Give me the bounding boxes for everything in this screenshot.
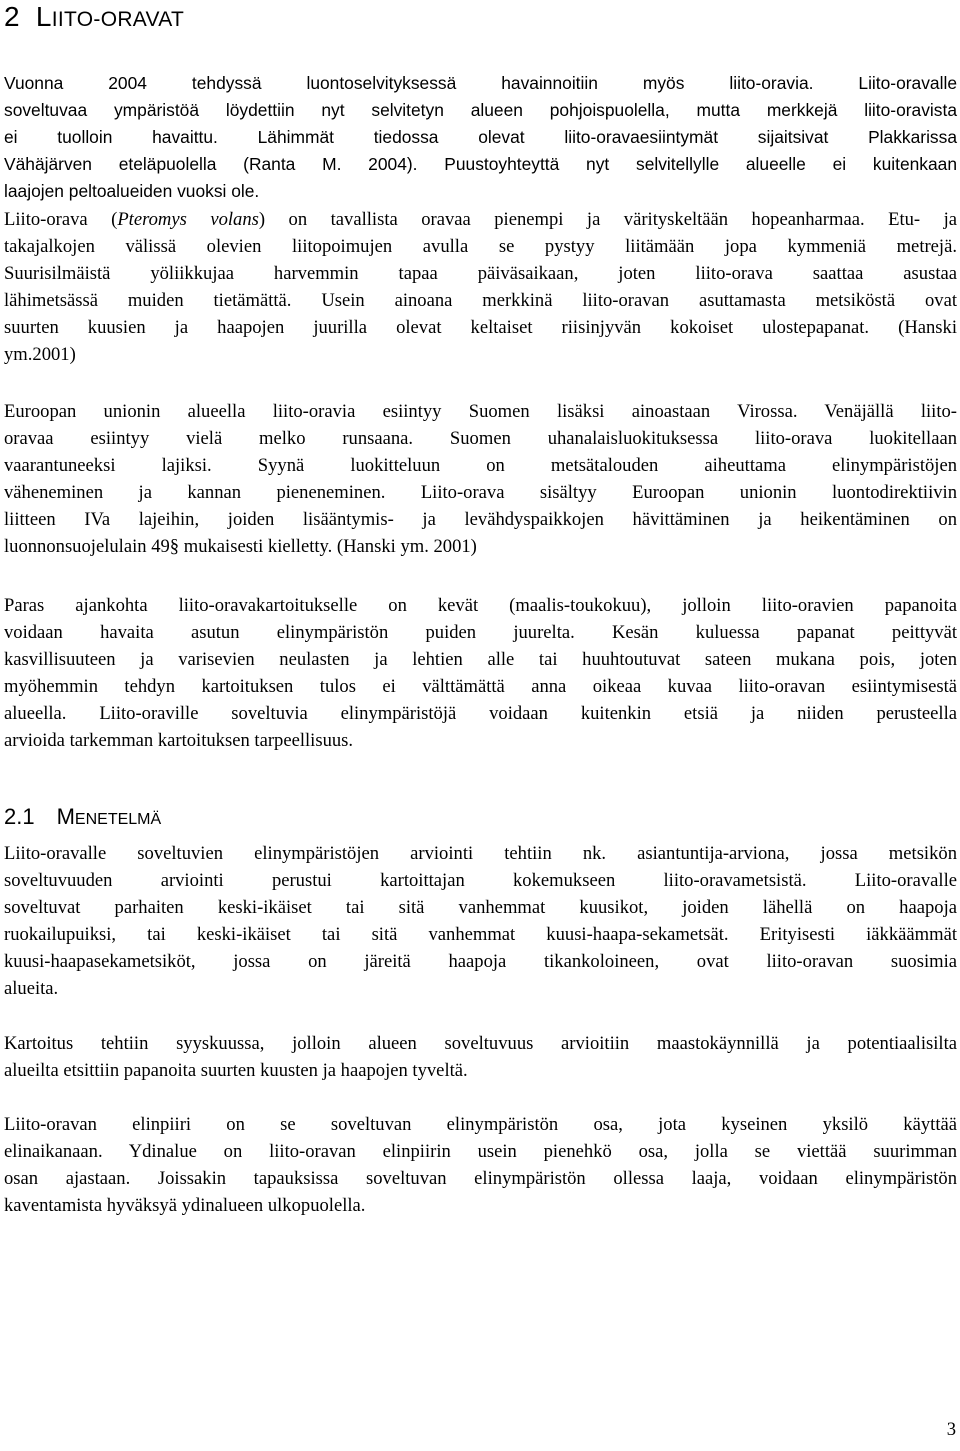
- paragraph-line: Kartoitus tehtiin syyskuussa, jolloin alueen soveltuvuus arvioitiin maastokäynnillä ja potentiaalisilta: [4, 1033, 957, 1054]
- paragraph-line: Vähäjärven eteläpuolella (Ranta M. 2004). Puustoyhteyttä nyt selvitellylle alueelle ei kuitenkaan: [4, 154, 957, 175]
- subsection-title-rest: ENETELMÄ: [74, 811, 162, 828]
- paragraph-line: alueella. Liito-oraville soveltuvia elinympäristöjä voidaan kuitenkin etsiä ja niiden perusteella: [4, 703, 957, 725]
- subsection-heading: [4, 803, 161, 834]
- paragraph-line: oravaa esiintyy vielä melko runsaana. Suomen uhanalaisluokituksessa liito-orava luokitellaan: [4, 428, 957, 450]
- paragraph-line: Liito-oravan elinpiiri on se soveltuvan elinympäristön osa, jota kyseinen yksilö käyttää: [4, 1114, 957, 1135]
- paragraph-3: [4, 398, 957, 561]
- paragraph-line: voidaan havaita asutun elinympäristön puiden juurelta. Kesän kuluessa papanat peittyvät: [4, 622, 957, 644]
- section-title-initial: L: [35, 1, 52, 32]
- paragraph-line: arvioida tarkemman kartoituksen tarpeellisuus.: [4, 730, 354, 752]
- paragraph-line: suurten kuusien ja haapojen juurilla olevat keltaiset riisinjyvän kokoiset ulostepapanat. (Hanski: [4, 317, 957, 339]
- paragraph-line: alueita.: [4, 978, 59, 1000]
- paragraph-line: alueilta etsittiin papanoita suurten kuusten ja haapojen tyveltä.: [4, 1060, 468, 1082]
- paragraph-line: Vuonna 2004 tehdyssä luontoselvityksessä havainnoitiin myös liito-oravia. Liito-oravalle: [4, 73, 957, 93]
- text-run: ) on tavallista oravaa pienempi ja värityskeltään hopeanharmaa. Etu- ja: [258, 209, 957, 230]
- paragraph-line: ym.2001): [4, 344, 76, 366]
- paragraph-line: ruokailupuiksi, tai keski-ikäiset tai sitä vanhemmat kuusi-haapa-sekametsät. Erityisesti iäkkäämmät: [4, 924, 957, 946]
- paragraph-line: takajalkojen välissä olevien liitopoimujen avulla se pystyy liitämään jopa kymmeniä metrejä.: [4, 236, 957, 258]
- section-title-rest: IITO-ORAVAT: [51, 8, 185, 31]
- paragraph-7: [4, 1111, 957, 1219]
- paragraph-line: ei tuolloin havaittu. Lähimmät tiedossa olevat liito-oravaesiintymät sijaitsivat Plakkarissa: [4, 127, 957, 148]
- paragraph-4: [4, 592, 957, 755]
- paragraph-line: luonnonsuojelulain 49§ mukaisesti kielletty. (Hanski ym. 2001): [4, 536, 477, 558]
- paragraph-2: [4, 206, 957, 369]
- paragraph-line: [4, 206, 957, 233]
- paragraph-line: soveltuvuuden arviointi perustui kartoittajan kokemukseen liito-oravametsistä. Liito-oravalle: [4, 870, 957, 892]
- subsection-title-initial: M: [56, 804, 75, 829]
- paragraph-1: [4, 70, 957, 205]
- paragraph-5: [4, 840, 957, 1003]
- paragraph-line: liitteen IVa lajeihin, joiden lisääntymis- ja levähdyspaikkojen hävittäminen ja heikentäminen on: [4, 509, 957, 531]
- section-heading: [4, 0, 184, 37]
- species-name: Pteromys volans: [117, 209, 259, 230]
- paragraph-6: [4, 1030, 957, 1084]
- page-number: 3: [946, 1419, 956, 1440]
- paragraph-line: laajojen peltoalueiden vuoksi ole.: [4, 181, 260, 202]
- paragraph-line: Liito-oravalle soveltuvien elinympäristöjen arviointi tehtiin nk. asiantuntija-arviona, jossa metsikön: [4, 843, 957, 864]
- paragraph-line: kasvillisuuteen ja varisevien neulasten ja lehtien alle tai huuhtoutuvat sateen mukana pois, joten: [4, 649, 957, 671]
- paragraph-line: soveltuvaa ympäristöä löydettiin nyt selvitetyn alueen pohjoispuolella, mutta merkkejä liito-oravista: [4, 100, 957, 121]
- paragraph-line: kuusi-haapasekametsiköt, jossa on järeitä haapoja tikankoloineen, ovat liito-oravan suosimia: [4, 951, 957, 973]
- paragraph-line: osan ajastaan. Joissakin tapauksissa soveltuvan elinympäristön ollessa laaja, voidaan elinympäristön: [4, 1168, 957, 1190]
- paragraph-line: lähimetsässä muiden tietämättä. Usein ainoana merkkinä liito-oravan asuttamasta metsiköstä ovat: [4, 290, 957, 312]
- paragraph-line: Paras ajankohta liito-oravakartoitukselle on kevät (maalis-toukokuu), jolloin liito-oravien papanoita: [4, 595, 957, 616]
- paragraph-line: Euroopan unionin alueella liito-oravia esiintyy Suomen lisäksi ainoastaan Virossa. Venäjällä liito-: [4, 401, 957, 422]
- subsection-number: 2.1: [4, 804, 35, 829]
- paragraph-line: kaventamista hyväksyä ydinalueen ulkopuolella.: [4, 1195, 366, 1217]
- paragraph-line: myöhemmin tehdyn kartoituksen tulos ei välttämättä anna oikeaa kuvaa liito-oravan esiintymisestä: [4, 676, 957, 698]
- section-number: 2: [4, 1, 20, 32]
- paragraph-line: elinaikanaan. Ydinalue on liito-oravan elinpiirin usein pienehkö osa, jolla se viettää suurimman: [4, 1141, 957, 1163]
- paragraph-line: vaarantuneeksi lajiksi. Syynä luokitteluun on metsätalouden aiheuttama elinympäristöjen: [4, 455, 957, 477]
- text-run: Liito-orava (: [4, 209, 118, 230]
- paragraph-line: Suurisilmäistä yöliikkujaa harvemmin tapaa päiväsaikaan, joten liito-orava saattaa asustaa: [4, 263, 957, 285]
- paragraph-line: soveltuvat parhaiten keski-ikäiset tai sitä vanhemmat kuusikot, joiden lähellä on haapoja: [4, 897, 957, 919]
- paragraph-line: väheneminen ja kannan pieneneminen. Liito-orava sisältyy Euroopan unionin luontodirektiivin: [4, 482, 957, 504]
